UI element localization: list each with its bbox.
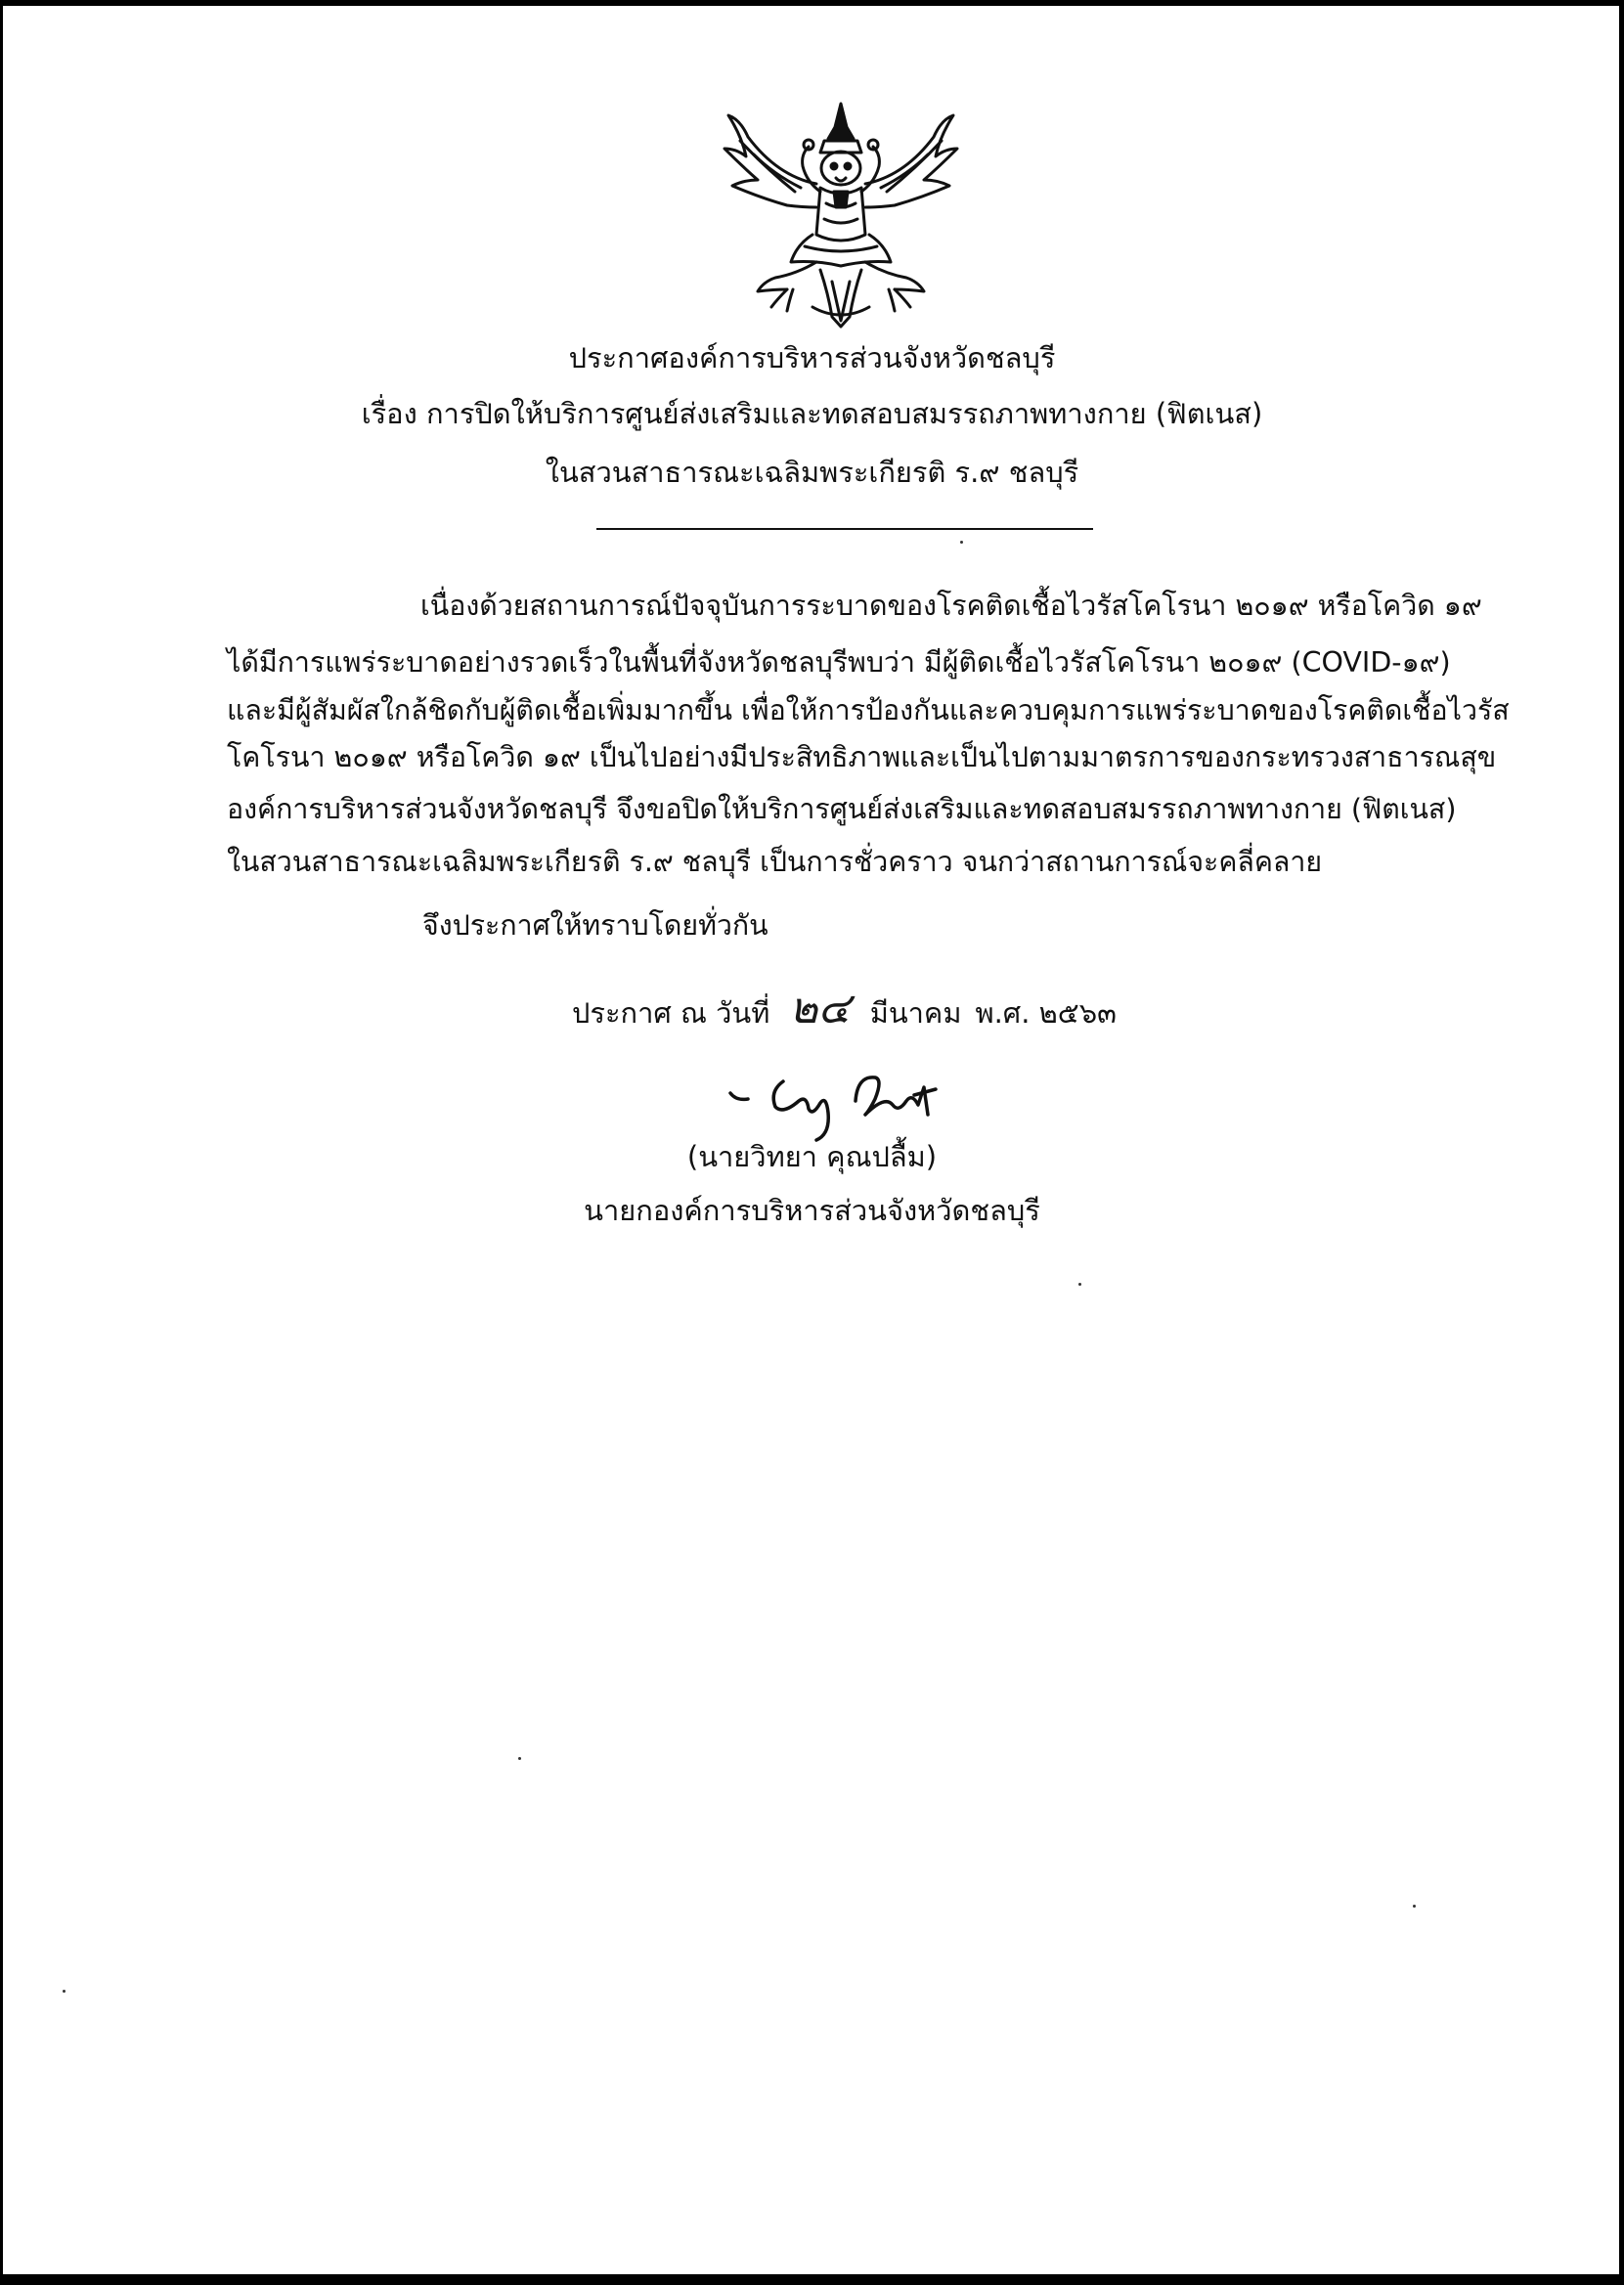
announcement-subject: เรื่อง การปิดให้บริการศูนย์ส่งเสริมและทดสอบสมรรถภาพทางกาย (ฟิตเนส)	[361, 397, 1263, 430]
scan-speck	[960, 541, 963, 544]
body-line-3: และมีผู้สัมผัสใกล้ชิดกับผู้ติดเชื้อเพิ่มมากขึ้น เพื่อให้การป้องกันและควบคุมการแพร่ระบาดของโรคติดเชื้อไวรัส	[227, 694, 1510, 726]
announcement-date	[572, 984, 1117, 1033]
date-month: มีนาคม	[869, 996, 962, 1030]
body-line-4: โคโรนา ๒๐๑๙ หรือโควิด ๑๙ เป็นไปอย่างมีประสิทธิภาพและเป็นไปตามมาตรการของกระทรวงสาธารณสุข	[227, 741, 1497, 773]
scan-speck	[1078, 1283, 1081, 1286]
body-line-2: ได้มีการแพร่ระบาดอย่างรวดเร็วในพื้นที่จังหวัดชลบุรีพบว่า มีผู้ติดเชื้อไวรัสโคโรนา ๒๐๑๙ (COVID-๑๙)	[227, 646, 1451, 679]
body-line-1: เนื่องด้วยสถานการณ์ปัจจุบันการระบาดของโรคติดเชื้อไวรัสโคโรนา ๒๐๑๙ หรือโควิด ๑๙	[420, 590, 1482, 622]
body-line-5: องค์การบริหารส่วนจังหวัดชลบุรี จึงขอปิดให้บริการศูนย์ส่งเสริมและทดสอบสมรรถภาพทางกาย (ฟิตเนส)	[227, 793, 1457, 825]
signer-title: นายกองค์การบริหารส่วนจังหวัดชลบุรี	[584, 1194, 1040, 1227]
heading-divider	[596, 528, 1093, 530]
page-border-top	[0, 0, 1624, 6]
date-day: ๒๔	[789, 984, 851, 1033]
scan-speck	[518, 1757, 521, 1760]
signer-name: (นายวิทยา คุณปลื้ม)	[686, 1140, 938, 1173]
garuda-emblem-icon	[719, 98, 963, 332]
scan-speck	[1413, 1905, 1416, 1908]
announcement-location: ในสวนสาธารณะเฉลิมพระเกียรติ ร.๙ ชลบุรี	[545, 456, 1079, 489]
scan-speck	[63, 1990, 66, 1993]
body-line-6: ในสวนสาธารณะเฉลิมพระเกียรติ ร.๙ ชลบุรี เป็นการชั่วคราว จนกว่าสถานการณ์จะคลี่คลาย	[227, 846, 1323, 878]
page-border-bottom	[0, 2274, 1624, 2285]
date-prefix: ประกาศ ณ วันที่	[572, 996, 770, 1030]
closing-line: จึงประกาศให้ทราบโดยทั่วกัน	[422, 909, 768, 942]
announcement-title: ประกาศองค์การบริหารส่วนจังหวัดชลบุรี	[568, 341, 1056, 374]
date-year: พ.ศ. ๒๕๖๓	[975, 996, 1117, 1030]
handwritten-signature-icon	[719, 1066, 992, 1144]
